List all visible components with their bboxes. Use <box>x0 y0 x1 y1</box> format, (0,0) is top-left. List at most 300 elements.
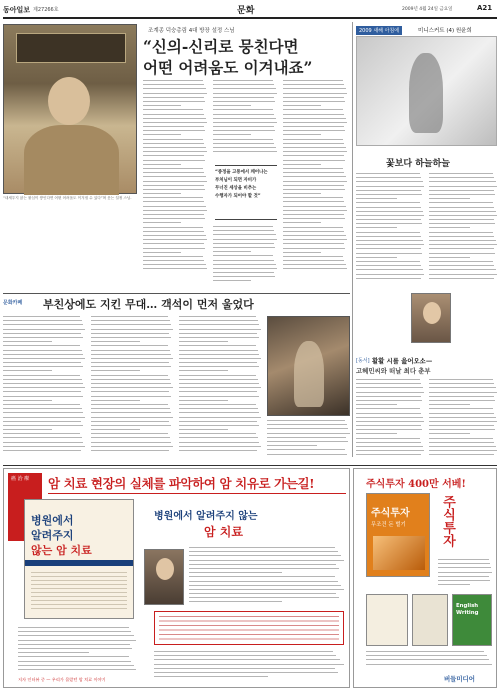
ad-red-box <box>154 611 344 645</box>
interview-kicker: 조계종 덕숭총림 4대 방장 설정 스님 <box>148 28 235 34</box>
text-line <box>18 627 129 628</box>
masthead-paper: 동아일보 <box>3 6 31 14</box>
text-line <box>429 400 495 401</box>
text-line <box>143 97 204 98</box>
column-badge: 문화카페 <box>3 300 23 306</box>
text-line <box>283 176 346 177</box>
column-body-col-4 <box>267 420 350 458</box>
figure-silhouette <box>409 53 443 133</box>
stock-book-cover <box>366 493 430 577</box>
text-line <box>18 669 136 670</box>
text-line <box>143 222 181 223</box>
text-line <box>91 442 171 443</box>
text-line <box>179 400 228 401</box>
text-line <box>429 417 496 418</box>
cover-band <box>25 560 133 566</box>
text-line <box>179 324 259 325</box>
text-line <box>283 218 345 219</box>
text-line <box>429 413 494 414</box>
text-line <box>143 176 206 177</box>
text-line <box>213 226 273 227</box>
text-line <box>356 194 422 195</box>
text-line <box>189 589 344 590</box>
text-line <box>18 635 134 636</box>
text-line <box>143 189 205 190</box>
text-line <box>356 425 421 426</box>
text-line <box>179 404 256 405</box>
text-line <box>356 446 423 447</box>
text-line <box>91 396 171 397</box>
text-line <box>143 80 203 81</box>
text-line <box>91 320 170 321</box>
poetry-column <box>356 20 497 290</box>
text-line <box>438 584 470 585</box>
text-line <box>179 396 259 397</box>
side-title-1: 활활 시를 읊어오소— <box>372 357 433 365</box>
text-line <box>429 269 496 270</box>
text-line <box>213 97 274 98</box>
text-line <box>283 118 346 119</box>
text-line <box>356 190 421 191</box>
ad-hanja: 癌 治 療 <box>11 476 30 482</box>
text-line <box>283 252 321 253</box>
text-line <box>3 408 82 409</box>
interview-pullquote <box>215 165 277 220</box>
text-line <box>179 433 256 434</box>
text-line <box>356 274 424 275</box>
cover-text-block <box>31 572 127 612</box>
text-line <box>283 109 343 110</box>
text-line <box>356 404 397 405</box>
text-line <box>283 193 321 194</box>
text-line <box>91 354 171 355</box>
text-line <box>283 134 321 135</box>
text-line <box>213 118 276 119</box>
text-line <box>429 433 470 434</box>
text-line <box>429 198 470 199</box>
stock-ad-tagline: 주식투자 400만 서베! <box>366 479 466 490</box>
text-line <box>429 236 494 237</box>
text-line <box>154 676 268 677</box>
text-line <box>91 383 171 384</box>
ad-notice: 저자 인터뷰 중 — 우리가 몰랐던 암 치료 이야기 <box>18 677 106 682</box>
text-line <box>283 143 344 144</box>
text-line <box>213 84 274 85</box>
side-article <box>356 293 497 463</box>
text-line <box>91 421 169 422</box>
column-body-col-3 <box>179 316 261 458</box>
text-line <box>429 190 494 191</box>
text-line <box>179 437 258 438</box>
text-line <box>179 337 259 338</box>
stock-cover-title-1: 주식투자 <box>371 508 410 519</box>
text-line <box>356 227 397 228</box>
text-line <box>143 243 204 244</box>
text-line <box>179 429 228 430</box>
stock-cover-chart <box>373 536 425 570</box>
text-line <box>154 651 333 652</box>
text-line <box>179 354 259 355</box>
text-line <box>356 253 422 254</box>
text-line <box>3 437 82 438</box>
text-line <box>3 433 80 434</box>
text-line <box>429 253 495 254</box>
text-line <box>179 421 257 422</box>
text-line <box>429 194 495 195</box>
text-line <box>143 210 207 211</box>
text-line <box>429 223 495 224</box>
text-line <box>283 101 345 102</box>
text-line <box>91 391 169 392</box>
text-line <box>283 181 347 182</box>
text-line <box>3 366 83 367</box>
stage-photo <box>267 316 350 416</box>
text-line <box>91 417 173 418</box>
text-line <box>429 425 494 426</box>
text-line <box>213 88 276 89</box>
text-line <box>356 232 420 233</box>
text-line <box>213 280 251 281</box>
text-line <box>213 247 275 248</box>
text-line <box>179 446 261 447</box>
text-line <box>91 366 171 367</box>
text-line <box>3 350 82 351</box>
text-line <box>429 211 496 212</box>
text-line <box>189 568 339 569</box>
text-line <box>356 215 424 216</box>
culture-column <box>3 296 350 461</box>
text-line <box>154 668 335 669</box>
text-line <box>356 223 422 224</box>
ad-red-box-lines <box>159 616 339 642</box>
text-line <box>179 375 256 376</box>
text-line <box>3 450 81 451</box>
interview-body-col-2b <box>213 226 277 286</box>
text-line <box>356 257 397 258</box>
text-line <box>143 248 205 249</box>
text-line <box>154 672 338 673</box>
text-line <box>91 341 140 342</box>
poetry-author: 미니스커트 (4) 원윤희 <box>418 28 472 34</box>
text-line <box>356 248 421 249</box>
text-line <box>91 429 140 430</box>
text-line <box>283 114 344 115</box>
interview-headline-1: “신의-신리로 뭉친다면 <box>143 37 299 56</box>
text-line <box>356 278 421 279</box>
performer-silhouette <box>294 341 324 407</box>
text-line <box>18 648 132 649</box>
text-line <box>356 392 424 393</box>
text-line <box>213 143 274 144</box>
text-line <box>179 366 259 367</box>
poetry-illustration <box>356 36 497 146</box>
text-line <box>179 350 258 351</box>
text-line <box>429 450 497 451</box>
text-line <box>283 235 346 236</box>
author-portrait <box>144 549 184 605</box>
text-line <box>213 264 276 265</box>
text-line <box>179 450 257 451</box>
text-line <box>429 244 497 245</box>
text-line <box>3 379 82 380</box>
text-line <box>143 134 181 135</box>
text-line <box>366 664 492 665</box>
text-line <box>143 239 207 240</box>
text-line <box>429 215 497 216</box>
text-line <box>429 202 493 203</box>
text-line <box>283 243 344 244</box>
poetry-text-col-2 <box>429 173 497 288</box>
text-line <box>283 164 321 165</box>
monk-face <box>48 77 90 125</box>
text-line <box>213 268 277 269</box>
text-line <box>213 105 251 106</box>
text-line <box>179 329 261 330</box>
text-line <box>356 244 424 245</box>
text-line <box>356 186 424 187</box>
text-line <box>3 362 81 363</box>
text-line <box>3 324 83 325</box>
text-line <box>179 370 228 371</box>
text-line <box>429 248 494 249</box>
text-line <box>143 164 181 165</box>
text-line <box>429 404 470 405</box>
author-face <box>156 558 174 580</box>
ad-footer-lines <box>154 651 344 681</box>
text-line <box>283 172 344 173</box>
text-line <box>91 350 170 351</box>
text-line <box>356 219 421 220</box>
section-rule <box>3 293 350 294</box>
text-line <box>143 260 204 261</box>
text-line <box>179 408 258 409</box>
text-line <box>283 139 343 140</box>
text-line <box>3 329 85 330</box>
text-line <box>91 387 173 388</box>
text-line <box>356 202 420 203</box>
text-line <box>438 572 492 573</box>
text-line <box>91 324 171 325</box>
text-line <box>3 375 80 376</box>
text-line <box>143 160 205 161</box>
text-line <box>283 147 346 148</box>
side-body-col-2 <box>429 379 497 459</box>
text-line <box>429 421 497 422</box>
text-line <box>283 197 343 198</box>
text-line <box>143 105 181 106</box>
pullquote-line-3: 무너진 세상을 비추는 <box>215 186 257 191</box>
text-line <box>366 659 489 660</box>
text-line <box>267 433 350 434</box>
text-line <box>356 417 423 418</box>
ad-bullets <box>18 627 136 675</box>
text-line <box>3 421 81 422</box>
text-line <box>213 126 274 127</box>
text-line <box>154 659 340 660</box>
pullquote-line-1: “종정을 고통에서 깨어나는 <box>215 170 268 175</box>
text-line <box>91 446 173 447</box>
stock-book-label: 주식투자 <box>440 495 455 547</box>
cancer-ad-headline: 암 치료 현장의 실체를 파악하여 암 치유로 가는길! <box>48 476 315 491</box>
text-line <box>429 232 493 233</box>
cancer-ad-subhead-2: 암 치료 <box>204 525 243 539</box>
text-line <box>143 264 206 265</box>
page-number: A21 <box>477 4 493 12</box>
text-line <box>356 387 423 388</box>
text-line <box>283 122 347 123</box>
text-line <box>3 358 85 359</box>
text-line <box>18 665 134 666</box>
text-line <box>91 316 168 317</box>
text-line <box>189 551 338 552</box>
text-line <box>356 173 420 174</box>
text-line <box>356 181 423 182</box>
text-line <box>356 198 397 199</box>
text-line <box>283 231 344 232</box>
poetry-text-col-1 <box>356 173 424 288</box>
text-line <box>91 370 140 371</box>
text-line <box>356 269 423 270</box>
text-line <box>189 564 336 565</box>
text-line <box>429 207 494 208</box>
text-line <box>356 454 421 455</box>
text-line <box>356 207 421 208</box>
text-line <box>143 227 203 228</box>
text-line <box>213 147 276 148</box>
text-line <box>179 358 261 359</box>
pullquote-line-2: 부처님이 되면 자비가 <box>215 178 257 183</box>
text-line <box>213 255 273 256</box>
text-line <box>429 379 493 380</box>
text-line <box>283 260 344 261</box>
text-line <box>213 139 273 140</box>
text-line <box>143 151 207 152</box>
text-line <box>429 438 493 439</box>
text-line <box>91 412 171 413</box>
text-line <box>283 214 344 215</box>
text-line <box>3 387 85 388</box>
stock-ad-copy <box>438 559 492 589</box>
text-line <box>179 333 257 334</box>
text-line <box>3 425 83 426</box>
cover-title-3: 않는 암 치료 <box>31 544 92 557</box>
text-line <box>356 429 422 430</box>
text-line <box>356 408 420 409</box>
cancer-ad-subhead: 병원에서 알려주지 않는 <box>154 511 258 522</box>
text-line <box>283 84 344 85</box>
text-line <box>3 337 83 338</box>
text-line <box>143 101 205 102</box>
interview-body-col-1 <box>143 80 207 285</box>
text-line <box>143 172 204 173</box>
side-portrait-face <box>423 302 441 324</box>
text-line <box>143 130 205 131</box>
text-line <box>429 219 494 220</box>
text-line <box>356 438 420 439</box>
text-line <box>283 155 344 156</box>
text-line <box>189 555 341 556</box>
text-line <box>429 274 497 275</box>
text-line <box>3 446 85 447</box>
cancer-ad-copy <box>189 547 344 605</box>
cancer-book-ad[interactable] <box>3 468 350 688</box>
text-line <box>3 442 83 443</box>
text-line <box>154 664 344 665</box>
monk-photo <box>3 24 137 194</box>
cover-title-1: 병원에서 <box>31 514 74 527</box>
text-line <box>3 396 83 397</box>
text-line <box>356 383 421 384</box>
publisher-logo: 버들미디어 <box>444 675 475 683</box>
text-line <box>283 93 347 94</box>
text-line <box>179 345 256 346</box>
text-line <box>143 139 203 140</box>
text-line <box>189 581 338 582</box>
side-badge: [동서] <box>356 358 370 364</box>
text-line <box>143 214 204 215</box>
text-line <box>3 333 81 334</box>
text-line <box>179 391 257 392</box>
interview-body-col-2 <box>213 80 277 160</box>
text-line <box>429 181 496 182</box>
text-line <box>91 362 169 363</box>
text-line <box>356 400 422 401</box>
text-line <box>91 358 173 359</box>
text-line <box>356 240 423 241</box>
text-line <box>179 425 259 426</box>
text-line <box>18 661 131 662</box>
text-line <box>18 656 129 657</box>
text-line <box>267 428 348 429</box>
side-portrait <box>411 293 451 343</box>
text-line <box>429 446 496 447</box>
interview-body-col-3 <box>283 80 347 285</box>
text-line <box>429 177 494 178</box>
text-line <box>429 278 494 279</box>
text-line <box>91 437 170 438</box>
text-line <box>3 341 52 342</box>
text-line <box>213 93 277 94</box>
text-line <box>189 593 336 594</box>
text-line <box>3 316 80 317</box>
masthead-rule <box>3 17 497 19</box>
stock-ad-footer <box>366 651 492 671</box>
text-line <box>267 445 317 446</box>
text-line <box>143 268 207 269</box>
stock-book-ad[interactable] <box>353 468 497 688</box>
text-line <box>213 251 251 252</box>
text-line <box>3 417 85 418</box>
text-line <box>283 268 347 269</box>
text-line <box>213 243 274 244</box>
text-line <box>213 109 273 110</box>
text-line <box>154 655 336 656</box>
text-line <box>366 651 484 652</box>
cancer-book-cover <box>24 499 134 619</box>
text-line <box>3 383 83 384</box>
text-line <box>438 576 489 577</box>
text-line <box>91 333 169 334</box>
text-line <box>429 173 493 174</box>
text-line <box>143 84 204 85</box>
text-line <box>283 105 321 106</box>
text-line <box>3 412 83 413</box>
text-line <box>356 442 421 443</box>
text-line <box>213 114 274 115</box>
text-line <box>429 265 494 266</box>
text-line <box>3 320 82 321</box>
text-line <box>3 429 52 430</box>
